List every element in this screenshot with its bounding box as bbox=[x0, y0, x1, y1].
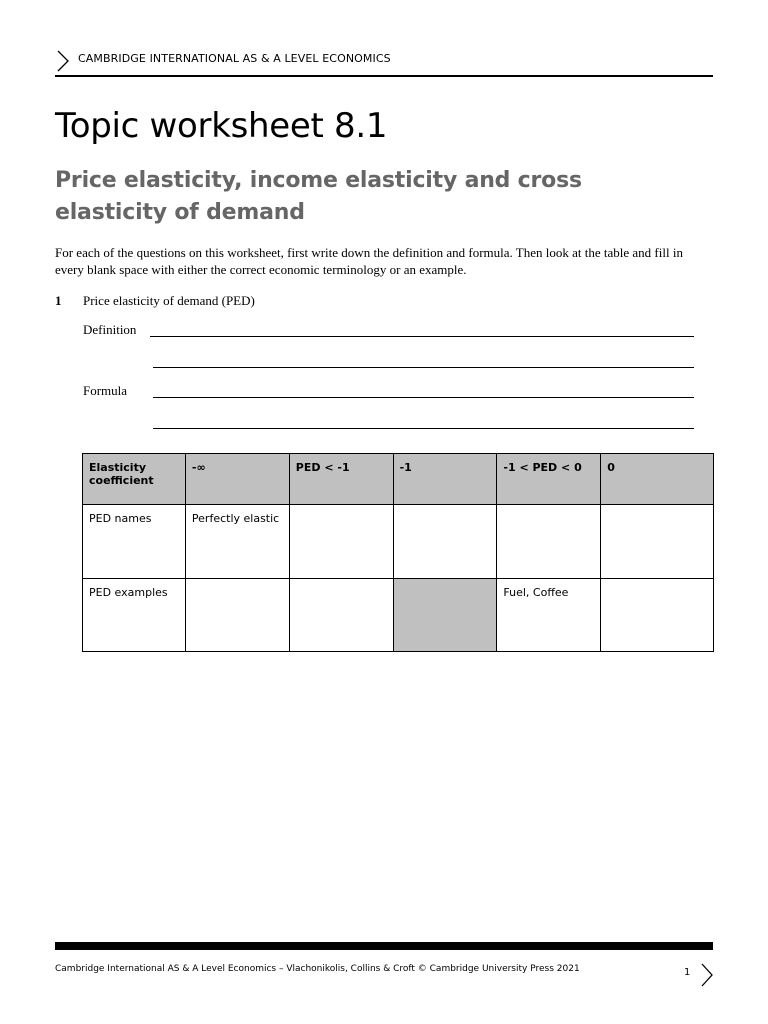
table-shaded-cell bbox=[393, 579, 497, 652]
table-header-cell: -1 bbox=[393, 454, 497, 505]
instructions-text: For each of the questions on this worksheet, first write down the definition and formula. Then look at the table and fill in every blank space with either the correct economic terminology or an example. bbox=[55, 245, 683, 277]
footer-citation: Cambridge International AS & A Level Economics – Vlachonikolis, Collins & Croft © Cambridge University Press 2021 bbox=[55, 964, 580, 974]
formula-label: Formula bbox=[83, 383, 128, 398]
table-answer-cell[interactable] bbox=[289, 579, 393, 652]
table-header-cell: -1 < PED < 0 bbox=[497, 454, 601, 505]
page-number: 1 bbox=[684, 967, 691, 978]
row-label-ped-examples: PED examples bbox=[83, 579, 186, 652]
chevron-right-icon bbox=[700, 963, 714, 987]
table-answer-cell[interactable] bbox=[601, 505, 714, 579]
table-cell: Perfectly elastic bbox=[185, 505, 289, 579]
chevron-right-icon bbox=[56, 50, 70, 72]
table-answer-cell[interactable] bbox=[497, 505, 601, 579]
definition-label: Definition bbox=[83, 322, 137, 337]
table-header-row bbox=[83, 454, 714, 505]
definition-answer-line-2[interactable] bbox=[153, 367, 694, 368]
formula-answer-line-1[interactable] bbox=[153, 397, 694, 398]
table-header-cell: PED < -1 bbox=[289, 454, 393, 505]
formula-answer-line-2[interactable] bbox=[153, 428, 694, 429]
table-row bbox=[83, 579, 714, 652]
page-title: Topic worksheet 8.1 bbox=[55, 106, 388, 146]
header-divider bbox=[55, 75, 713, 77]
question-number: 1 bbox=[55, 293, 62, 308]
table-answer-cell[interactable] bbox=[289, 505, 393, 579]
table-header-cell: Elasticity coefficient bbox=[83, 454, 186, 505]
footer-divider bbox=[55, 942, 713, 950]
table-answer-cell[interactable] bbox=[393, 505, 497, 579]
definition-answer-line-1[interactable] bbox=[150, 336, 694, 337]
question-text: Price elasticity of demand (PED) bbox=[83, 293, 255, 308]
page-subtitle: Price elasticity, income elasticity and cross elasticity of demand bbox=[55, 168, 582, 225]
table-answer-cell[interactable] bbox=[185, 579, 289, 652]
ped-table bbox=[82, 453, 714, 652]
table-header-cell: -∞ bbox=[185, 454, 289, 505]
table-row bbox=[83, 505, 714, 579]
table-cell: Fuel, Coffee bbox=[497, 579, 601, 652]
table-answer-cell[interactable] bbox=[601, 579, 714, 652]
table-header-cell: 0 bbox=[601, 454, 714, 505]
row-label-ped-names: PED names bbox=[83, 505, 186, 579]
header-title: CAMBRIDGE INTERNATIONAL AS & A LEVEL ECONOMICS bbox=[78, 52, 391, 65]
